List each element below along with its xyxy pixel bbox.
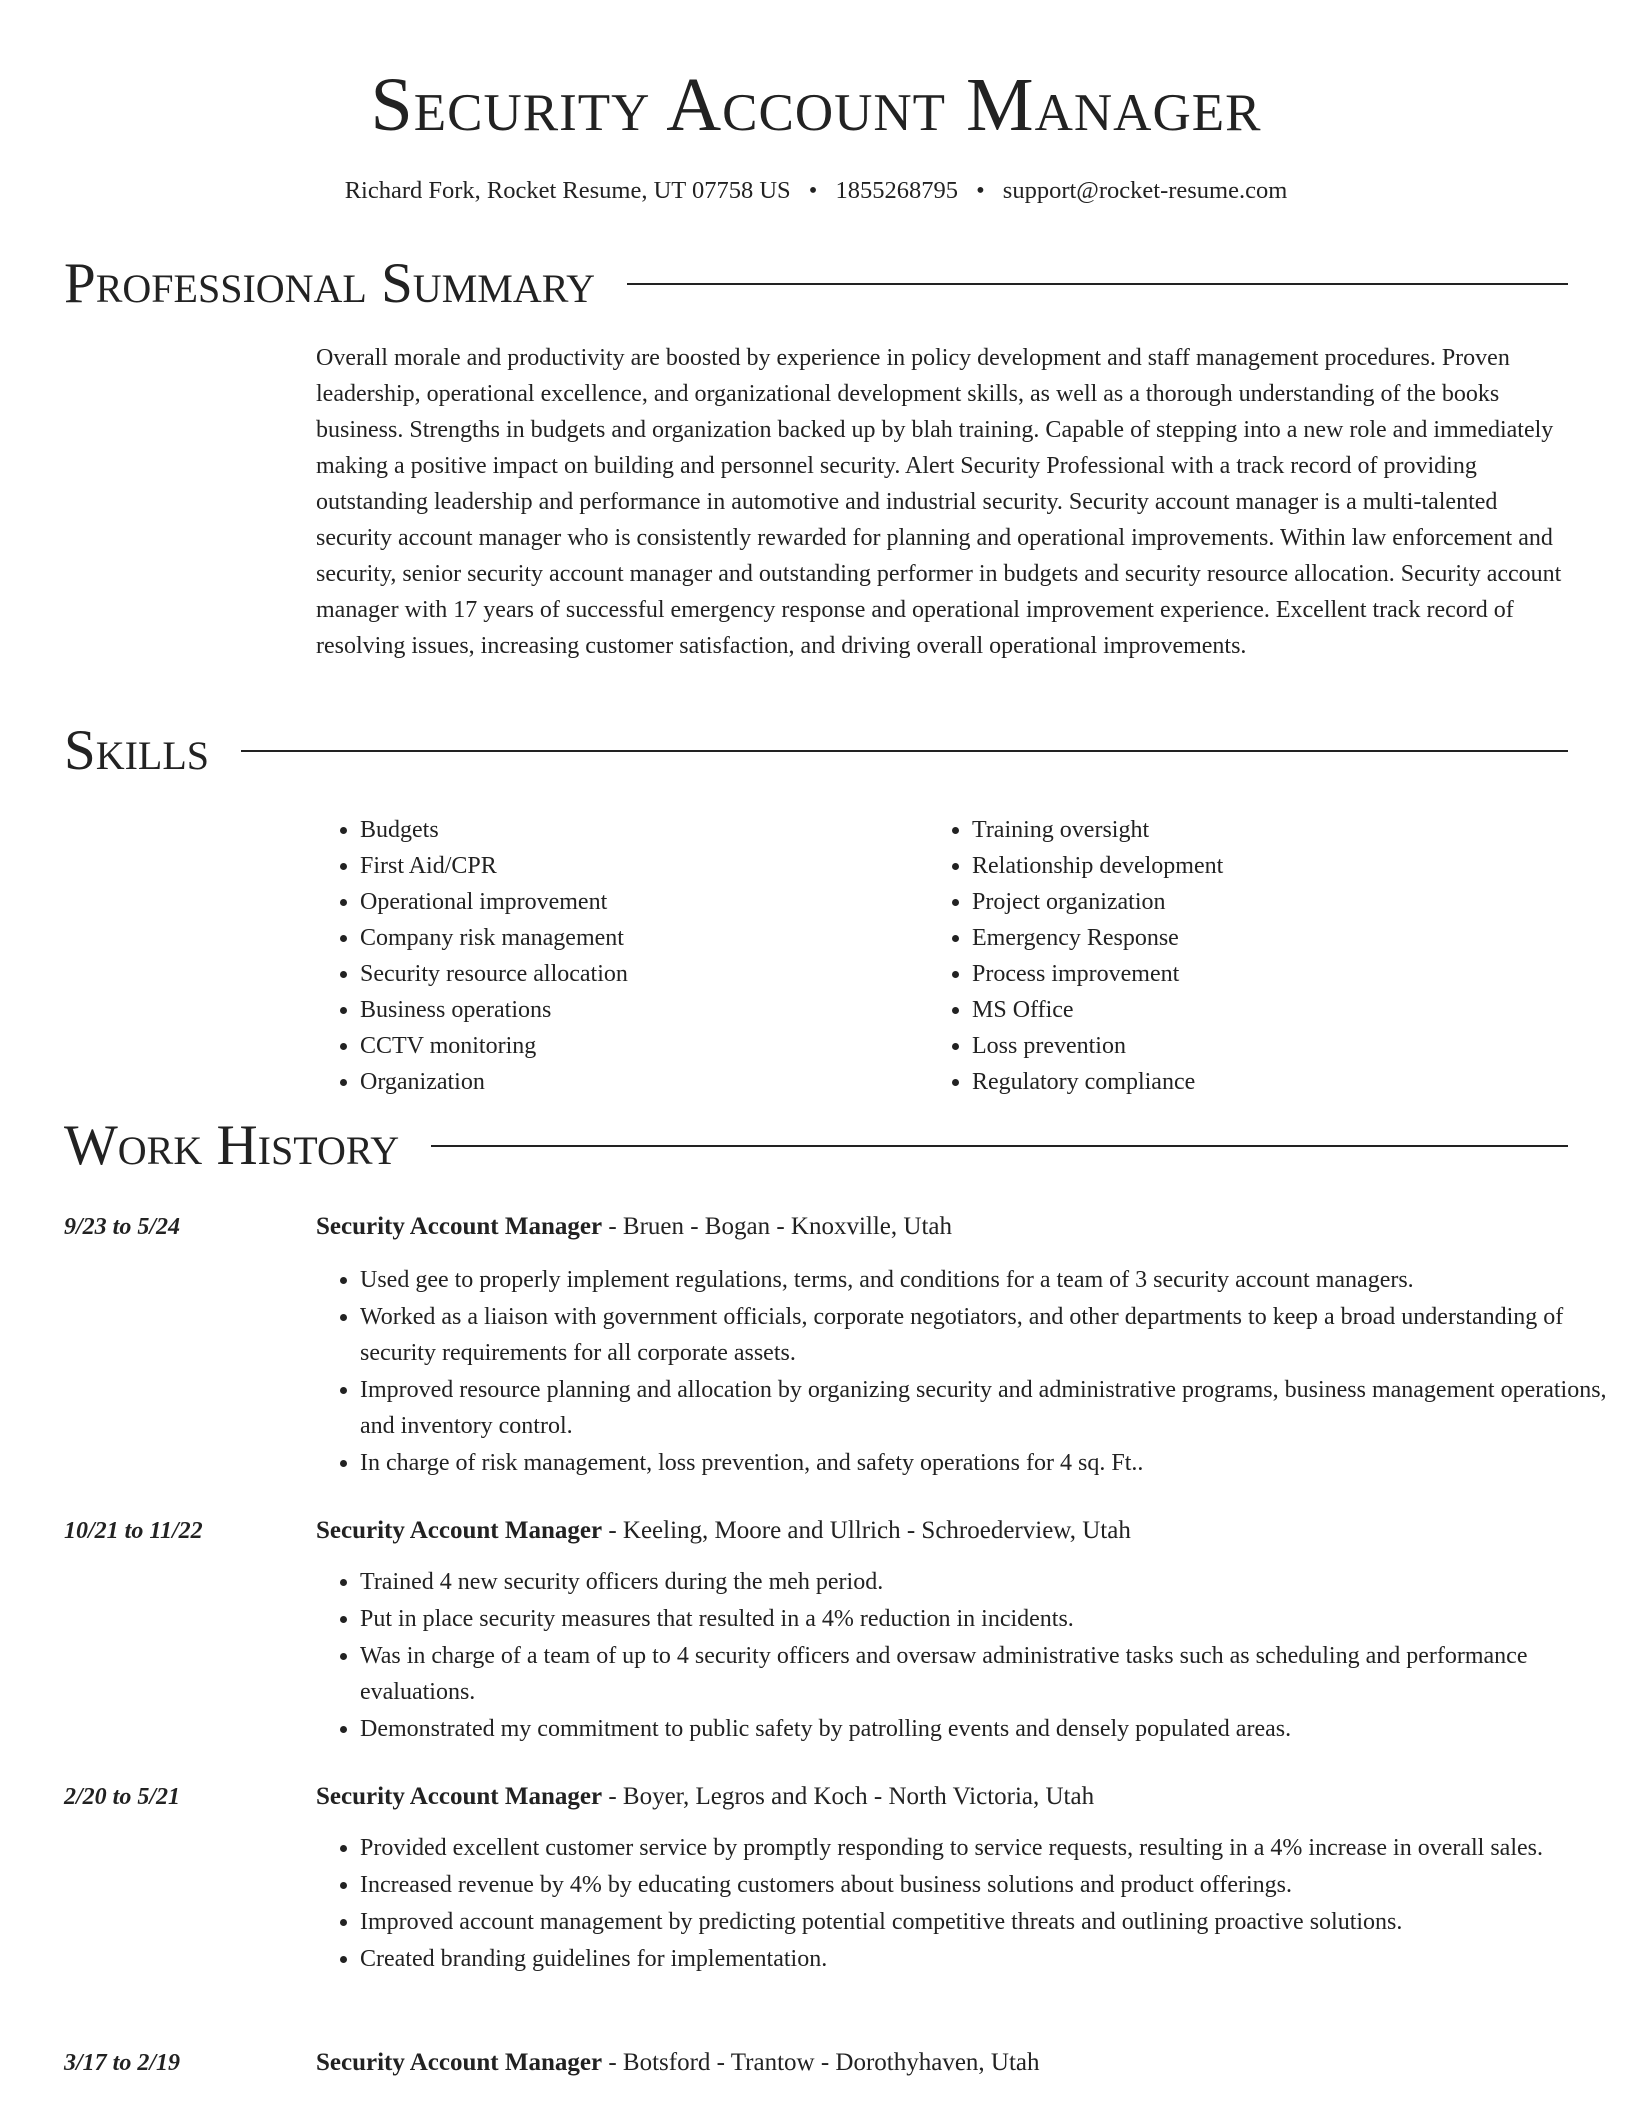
skill-item: • Organization [360,1064,628,1100]
job-title: Security Account Manager [316,2049,603,2076]
section-title-skills: Skills [64,719,210,782]
job-bullet: • Created branding guidelines for implementation. [360,1941,1610,1977]
contact-address: Richard Fork, Rocket Resume, UT 07758 US [344,177,791,204]
job-bullet: • Provided excellent customer service by promptly responding to service requests, resulting in a 4% increase in overall sales. [360,1830,1610,1866]
job-bullet: • Put in place security measures that resulted in a 4% reduction in incidents. [360,1601,1610,1637]
job-dates: 9/23 to 5/24 [64,1214,181,1240]
job-bullets [316,1830,1610,1978]
skill-item: • CCTV monitoring [360,1028,628,1064]
skills-list-right [928,812,1223,1100]
skill-item: • Security resource allocation [360,956,628,992]
job-company: - Bruen - Bogan - Knoxville, Utah [602,1213,952,1240]
job-heading [316,1210,952,1244]
skill-item: • Operational improvement [360,884,628,920]
section-divider [431,1145,1568,1147]
job-bullet: • In charge of risk management, loss prevention, and safety operations for 4 sq. Ft.. [360,1445,1610,1481]
skill-item: • Project organization [972,884,1223,920]
resume-name-title: Security Account Manager [370,63,1262,147]
skill-item: • Regulatory compliance [972,1064,1223,1100]
job-heading [316,1514,1131,1548]
skill-item: • First Aid/CPR [360,848,628,884]
skill-item: • Loss prevention [972,1028,1223,1064]
section-divider [241,750,1568,752]
skill-item: • Relationship development [972,848,1223,884]
professional-summary-text: Overall morale and productivity are boosted by experience in policy development and staff management procedures. Proven leadership, operational excellence, and organizational development skills, as well as a thorough understanding of the books business. Strengths in budgets and organization backed up by blah training. Capable of stepping into a new role and immediately making a positive impact on building and personnel security. Alert Security Professional with a track record of providing outstanding leadership and performance in automotive and industrial security. Security account manager is a multi-talented security account manager who is consistently rewarded for planning and operational improvements. Within law enforcement and security, senior security account manager and outstanding performer in budgets and security resource allocation. Security account manager with 17 years of successful emergency response and operational improvement experience. Excellent track record of resolving issues, increasing customer satisfaction, and driving overall operational improvements. [316,345,1562,659]
job-bullet: • Used gee to properly implement regulations, terms, and conditions for a team of 3 security account managers. [360,1262,1610,1298]
contact-email: support@rocket-resume.com [1002,177,1288,204]
job-bullet: • Improved resource planning and allocation by organizing security and administrative programs, business management operations, and inventory control. [360,1372,1610,1444]
contact-line [0,174,1632,208]
skill-item: • Training oversight [972,812,1223,848]
section-title-work-history: Work History [64,1114,400,1177]
skill-item: • Budgets [360,812,628,848]
section-title-summary: Professional Summary [64,252,596,315]
contact-separator: • [976,177,985,204]
contact-separator: • [808,177,818,204]
job-company: - Botsford - Trantow - Dorothyhaven, Utah [602,2049,1040,2076]
job-bullets [316,1262,1610,1482]
job-bullet: • Improved account management by predicting potential competitive threats and outlining proactive solutions. [360,1904,1610,1940]
job-title: Security Account Manager [316,1213,603,1240]
section-divider [627,283,1568,285]
skill-item: • Process improvement [972,956,1223,992]
job-bullet: • Worked as a liaison with government officials, corporate negotiators, and other departments to keep a broad understanding of security requirements for all corporate assets. [360,1299,1610,1371]
job-heading [316,1780,1094,1814]
job-title: Security Account Manager [316,1517,603,1544]
job-dates: 10/21 to 11/22 [64,1518,203,1544]
job-bullet: • Was in charge of a team of up to 4 security officers and oversaw administrative tasks such as scheduling and performance evaluations. [360,1638,1610,1710]
job-dates: 3/17 to 2/19 [64,2050,181,2076]
job-bullet: • Demonstrated my commitment to public safety by patrolling events and densely populated areas. [360,1711,1610,1747]
job-bullet: • Increased revenue by 4% by educating customers about business solutions and product offerings. [360,1867,1610,1903]
job-company: - Boyer, Legros and Koch - North Victoria, Utah [602,1783,1095,1810]
job-heading [316,2046,1040,2080]
section-header-work-history [64,1114,1568,1178]
job-dates: 2/20 to 5/21 [64,1784,181,1810]
job-bullet: • Trained 4 new security officers during the meh period. [360,1564,1610,1600]
section-header-summary [64,252,1568,316]
contact-phone: 1855268795 [835,177,958,204]
job-bullets [316,1564,1610,1748]
skill-item: • Business operations [360,992,628,1028]
skill-item: • Company risk management [360,920,628,956]
skills-list-left [316,812,628,1100]
skill-item: • MS Office [972,992,1223,1028]
skill-item: • Emergency Response [972,920,1223,956]
job-title: Security Account Manager [316,1783,603,1810]
section-header-skills [64,719,1568,783]
job-company: - Keeling, Moore and Ullrich - Schroederview, Utah [602,1517,1131,1544]
